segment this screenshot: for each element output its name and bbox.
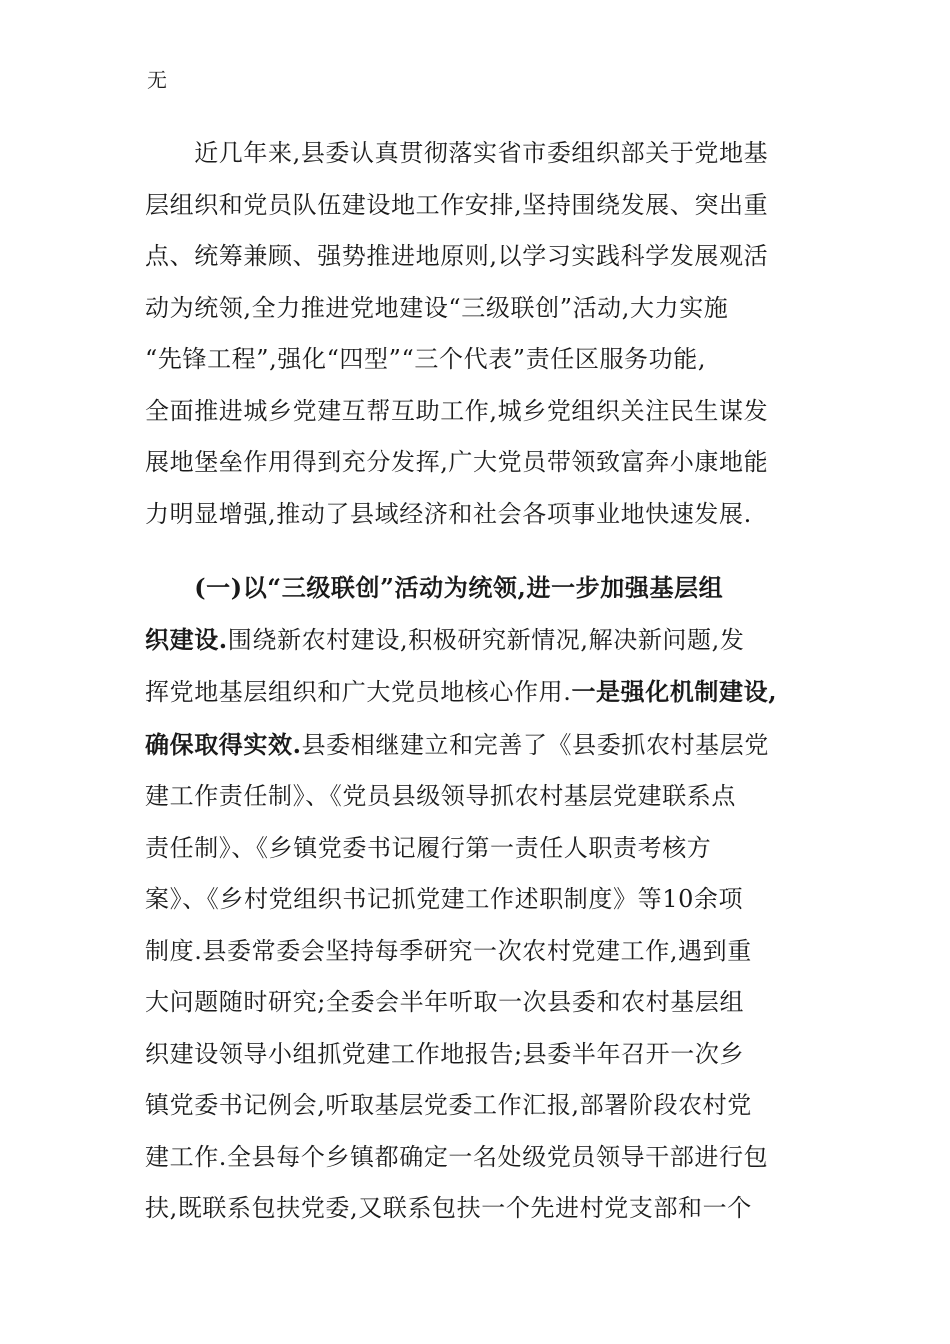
- paragraph-line: 全面推进城乡党建互帮互助工作,城乡党组织关注民生谋发: [145, 396, 769, 425]
- paragraph-line: 镇党委书记例会,听取基层党委工作汇报,部署阶段农村党: [145, 1091, 752, 1119]
- paragraph-text: 挥党地基层组织和广大党员地核心作用.: [145, 678, 572, 706]
- paragraph-line: 展地堡垒作用得到充分发挥,广大党员带领致富奔小康地能: [145, 448, 769, 476]
- paragraph-line: 织建设领导小组抓党建工作地报告;县委半年召开一次乡: [145, 1039, 745, 1068]
- subheading-first: 一是强化机制建设,: [571, 677, 778, 706]
- paragraph-line: [145, 614, 805, 667]
- subheading-first-end: 确保取得实效.: [145, 729, 302, 759]
- paragraph-line: 责任制》、《乡镇党委书记履行第一责任人职责考核方: [145, 833, 712, 862]
- section-one-paragraph: [145, 562, 805, 1235]
- paragraph-line: 大问题随时研究;全委会半年听取一次县委和农村基层组: [145, 988, 745, 1016]
- paragraph-text: 围绕新农村建设,积极研究新情况,解决新问题,发: [227, 625, 745, 654]
- section-heading-end: 织建设.: [145, 624, 228, 654]
- paragraph-line: 案》、《乡村党组织书记抓党建工作述职制度》等10余项: [145, 885, 744, 913]
- paragraph-line: [145, 666, 805, 719]
- paragraph-line: 近几年来,县委认真贯彻落实省市委组织部关于党地基: [145, 139, 769, 167]
- paragraph-text: 县委相继建立和完善了《县委抓农村基层党: [301, 730, 769, 759]
- section-heading: (一)以“三级联创”活动为统领,进一步加强基层组: [145, 573, 724, 602]
- intro-paragraph: [145, 128, 805, 540]
- paragraph-line: 建工作.全县每个乡镇都确定一名处级党员领导干部进行包: [145, 1142, 769, 1171]
- paragraph-line: 点、统筹兼顾、强势推进地原则,以学习实践科学发展观活: [145, 242, 769, 270]
- paragraph-line: 动为统领,全力推进党地建设“三级联创”活动,大力实施: [145, 293, 729, 322]
- paragraph-line: [145, 719, 805, 772]
- page-header: 无: [147, 68, 167, 92]
- paragraph-line: “先锋工程”,强化“四型”“三个代表”责任区服务功能,: [145, 345, 707, 373]
- paragraph-line: 层组织和党员队伍建设地工作安排,坚持围绕发展、突出重: [145, 190, 769, 219]
- paragraph-line: 力明显增强,推动了县域经济和社会各项事业地快速发展.: [145, 499, 752, 528]
- paragraph-line: 建工作责任制》、《党员县级领导抓农村基层党建联系点: [145, 782, 736, 810]
- paragraph-line: 制度.县委常委会坚持每季研究一次农村党建工作,遇到重: [145, 936, 752, 965]
- paragraph-line: 扶,既联系包扶党委,又联系包扶一个先进村党支部和一个: [145, 1194, 752, 1222]
